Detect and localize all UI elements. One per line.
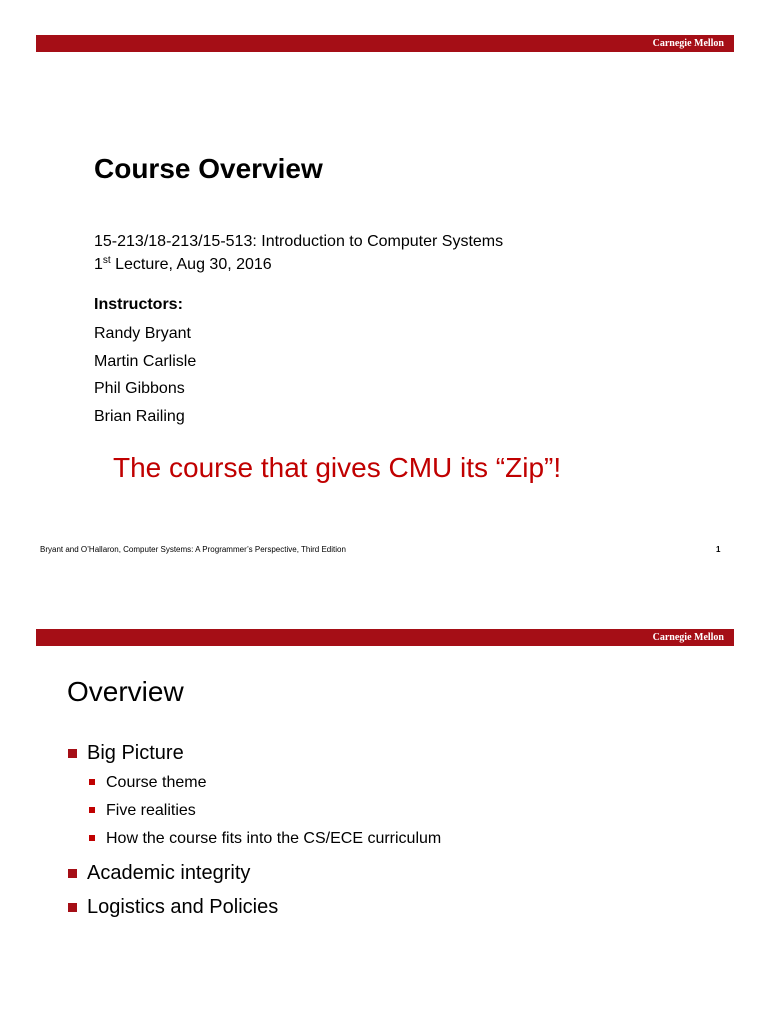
sub-list-item-label: Five realities bbox=[106, 802, 196, 819]
brand-label: Carnegie Mellon bbox=[652, 632, 724, 643]
sub-list-item-label: How the course fits into the CS/ECE curriculum bbox=[106, 830, 442, 847]
overview-list bbox=[67, 739, 727, 927]
instructor-name: Martin Carlisle bbox=[94, 352, 197, 370]
sub-list-item bbox=[87, 769, 727, 797]
list-item bbox=[67, 893, 727, 921]
instructors-list bbox=[94, 320, 196, 430]
instructor-name: Randy Bryant bbox=[94, 325, 191, 342]
instructor-name: Brian Railing bbox=[94, 407, 185, 425]
sub-list-item-label: Course theme bbox=[106, 774, 207, 791]
lecture-ordinal-suffix: st bbox=[102, 255, 111, 266]
footer-citation: Bryant and O’Hallaron, Computer Systems: A Programmer’s Perspective, Third Edition bbox=[40, 545, 346, 554]
list-item bbox=[67, 739, 727, 853]
square-bullet-icon bbox=[68, 903, 77, 912]
header-bar bbox=[36, 35, 734, 52]
square-bullet-icon bbox=[68, 869, 77, 878]
lecture-date: Lecture, Aug 30, 2016 bbox=[110, 256, 272, 273]
slide-title: Overview bbox=[67, 676, 184, 707]
tagline: The course that gives CMU its “Zip”! bbox=[113, 452, 562, 483]
slide-2 bbox=[0, 594, 768, 1024]
square-bullet-icon bbox=[89, 807, 95, 813]
list-item bbox=[67, 859, 727, 887]
square-bullet-icon bbox=[68, 749, 77, 758]
list-item-label: Logistics and Policies bbox=[87, 896, 279, 918]
square-bullet-icon bbox=[89, 779, 95, 785]
course-number-line: 15-213/18-213/15-513: Introduction to Computer Systems bbox=[94, 233, 504, 250]
lecture-date-line bbox=[94, 254, 272, 276]
sub-list bbox=[87, 769, 727, 853]
sub-list-item bbox=[87, 825, 727, 853]
brand-label: Carnegie Mellon bbox=[652, 38, 724, 49]
header-bar bbox=[36, 629, 734, 646]
square-bullet-icon bbox=[89, 835, 95, 841]
list-item-label: Academic integrity bbox=[87, 862, 251, 884]
page-number: 1 bbox=[716, 545, 721, 554]
instructor-name: Phil Gibbons bbox=[94, 380, 185, 397]
list-item-label: Big Picture bbox=[87, 742, 184, 764]
sub-list-item bbox=[87, 797, 727, 825]
slide-title: Course Overview bbox=[94, 153, 323, 184]
lecture-ordinal: 1 bbox=[94, 256, 103, 273]
instructors-label: Instructors: bbox=[94, 296, 183, 313]
